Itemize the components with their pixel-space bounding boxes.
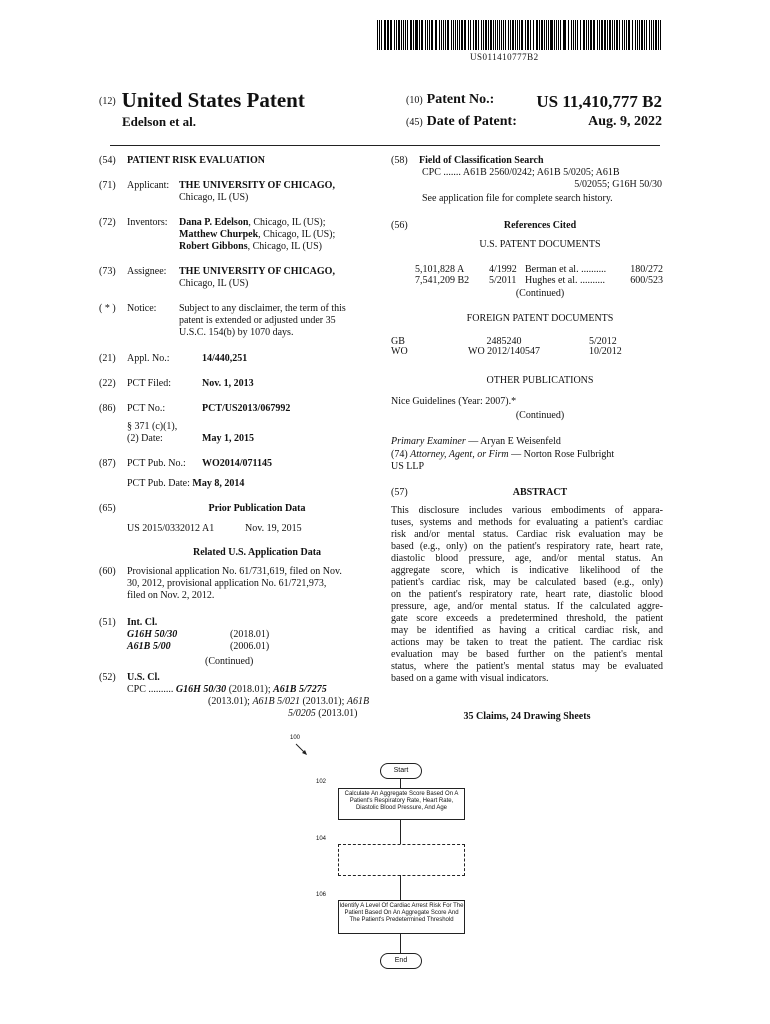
field-56: (56) [391, 220, 408, 231]
abstract-line: This disclosure includes various embodiments of appara- [391, 505, 663, 516]
foreign-ref-0: GB 2485240 5/2012 [391, 336, 617, 347]
step-box-1: Calculate An Aggregate Score Based On A Patient's Respiratory Rate, Heart Rate, Diastolic Blood Pressure, And Age [338, 788, 465, 820]
abstract-line: patient's cardiac risk, may be calculated based (e.g., only) [391, 577, 663, 588]
other-pubs-continued: (Continued) [515, 410, 565, 421]
patent-no-label: Patent No.: [426, 92, 495, 107]
code-45: (45) [406, 117, 423, 128]
field-60-line-3: filed on Nov. 2, 2012. [127, 590, 215, 601]
field-65: (65) [99, 503, 116, 514]
primary-examiner: Primary Examiner — Aryan E Weisenfeld [391, 436, 561, 447]
field-57: (57) [391, 487, 408, 498]
notice-line-3: U.S.C. 154(b) by 1070 days. [179, 327, 294, 338]
section-371-date: (2) Date: May 1, 2015 [127, 433, 254, 444]
date-label: Date of Patent: [426, 114, 517, 129]
notice-line-2: patent is extended or adjusted under 35 [179, 315, 336, 326]
int-cl-continued: (Continued) [205, 656, 254, 667]
arrow-4 [400, 933, 401, 953]
start-terminal: Start [380, 763, 422, 779]
references-title: References Cited [503, 220, 577, 231]
flowchart [240, 735, 540, 1020]
step-label-106: 106 [316, 892, 327, 898]
abstract-line: gate score exceeds a predetermined threshold, the patient [391, 613, 663, 624]
field-58-line-3: See application file for complete search history. [422, 193, 613, 204]
inventors-short: Edelson et al. [122, 114, 197, 129]
figure-ref: 100 [290, 735, 301, 741]
pct-pub-no: WO2014/071145 [202, 458, 273, 469]
arrow-1 [400, 778, 401, 788]
pct-pub-date: PCT Pub. Date: May 8, 2014 [127, 478, 245, 489]
abstract-line: based on a game with visual indicators. [391, 673, 549, 684]
field-86: (86) PCT No.: PCT/US2013/067992 [99, 403, 291, 414]
end-terminal: End [380, 953, 422, 969]
foreign-ref-1: WO WO 2012/140547 10/2012 [391, 346, 622, 357]
field-73: (73) Assignee: THE UNIVERSITY OF CHICAGO, [99, 266, 335, 277]
field-22: (22) PCT Filed: Nov. 1, 2013 [99, 378, 254, 389]
abstract-line: status, where the patient's mental status may be evaluated [391, 661, 663, 672]
notice: ( * ) Notice: Subject to any disclaimer, the term of this [99, 303, 346, 314]
abstract-line: risk and/or mental status. Cardiac risk evaluation may be [391, 529, 663, 540]
figure-ref-arrow [295, 743, 309, 757]
other-pub-0: Nice Guidelines (Year: 2007).* [391, 396, 517, 407]
header-divider [110, 145, 660, 146]
field-58-line-1: CPC ....... A61B 2560/0242; A61B 5/0205; A61B [422, 167, 620, 178]
field-71: (71) Applicant: THE UNIVERSITY OF CHICAGO, [99, 180, 335, 191]
abstract-line: based (e.g., only) on the patient's respiratory rate, heart rate, [391, 541, 663, 552]
int-cl-1: G16H 50/30 (2018.01) [127, 629, 270, 640]
field-54: (54) PATIENT RISK EVALUATION [99, 155, 265, 166]
abstract-line: pressure, age, and/or mental status. If the calculated aggre- [391, 601, 663, 612]
inventor-2: Matthew Churpek, Chicago, IL (US); [179, 229, 336, 240]
assignee-location: Chicago, IL (US) [179, 278, 249, 289]
arrow-3 [400, 875, 401, 900]
pct-filed: Nov. 1, 2013 [202, 378, 254, 389]
abstract-line: actions may be taken to treat the patient. The cardiac risk [391, 637, 663, 648]
date-of-patent [406, 114, 662, 130]
pct-no: PCT/US2013/067992 [202, 403, 291, 414]
assignee-name: THE UNIVERSITY OF CHICAGO, [179, 266, 335, 277]
field-74: (74) Attorney, Agent, or Firm — Norton Rose Fulbright [391, 449, 615, 460]
abstract-line: may be identified as having a critical cardiac risk, and [391, 625, 663, 636]
other-pubs-title: OTHER PUBLICATIONS [486, 375, 594, 386]
field-52: (52) U.S. Cl. [99, 672, 160, 683]
abstract-line: evaluation may be based further on the patient's mental [391, 649, 663, 660]
prior-pub-row: US 2015/0332012 A1 Nov. 19, 2015 [127, 523, 302, 534]
appl-no: 14/440,251 [202, 353, 248, 364]
us-ref-1: 7,541,209 B2 5/2011 Hughes et al. .......... 600/523 [415, 275, 663, 286]
section-371: § 371 (c)(1), [127, 421, 178, 432]
refs-continued: (Continued) [515, 288, 565, 299]
related-app-title: Related U.S. Application Data [192, 547, 322, 558]
step-label-104: 104 [316, 836, 327, 842]
date-value: Aug. 9, 2022 [588, 114, 662, 129]
claims-count: 35 Claims, 24 Drawing Sheets [463, 711, 591, 722]
field-60: (60) Provisional application No. 61/731,619, filed on Nov. [99, 566, 342, 577]
arrow-2 [400, 819, 401, 844]
abstract-line: diastolic blood pressure, age, and/or mental status. An [391, 553, 663, 564]
abstract-title: ABSTRACT [512, 487, 568, 498]
code-12: (12) [99, 96, 116, 107]
applicant-name: THE UNIVERSITY OF CHICAGO, [179, 180, 335, 191]
barcode [377, 20, 663, 50]
abstract-line: tuses, systems and methods for evaluating a patient's cardiac [391, 517, 663, 528]
us-patent-docs-title: U.S. PATENT DOCUMENTS [479, 239, 601, 250]
field-87: (87) PCT Pub. No.: WO2014/071145 [99, 458, 273, 469]
int-cl-2: A61B 5/00 (2006.01) [127, 641, 270, 652]
field-72: (72) Inventors: Dana P. Edelson, Chicago, IL (US); [99, 217, 326, 228]
field-58-line-2: 5/02055; G16H 50/30 [574, 179, 662, 190]
applicant-location: Chicago, IL (US) [179, 192, 249, 203]
field-60-line-2: 30, 2012, provisional application No. 61/721,973, [127, 578, 327, 589]
attorney-firm-line-2: US LLP [391, 461, 425, 472]
patent-number [406, 92, 662, 111]
step-box-2-dashed [338, 844, 465, 876]
abstract-line: aggregate score, which is indicative likelihood of the [391, 565, 663, 576]
invention-title: PATIENT RISK EVALUATION [127, 155, 265, 166]
prior-pub-title: Prior Publication Data [208, 503, 306, 514]
foreign-docs-title: FOREIGN PATENT DOCUMENTS [466, 313, 614, 324]
us-cl-line-2: (2013.01); A61B 5/021 (2013.01); A61B [208, 696, 370, 707]
title-text: United States Patent [121, 88, 305, 112]
patent-no-value: US 11,410,777 B2 [536, 92, 662, 111]
us-ref-0: 5,101,828 A 4/1992 Berman et al. .......... 180/272 [415, 264, 663, 275]
abstract-line: on the patient's respiratory rate, heart rate, diastolic blood [391, 589, 663, 600]
field-58: (58) Field of Classification Search [391, 155, 544, 166]
abstract-body [391, 505, 663, 685]
step-label-102: 102 [316, 779, 327, 785]
barcode-number: US011410777B2 [470, 52, 539, 62]
code-10: (10) [406, 95, 423, 106]
field-21: (21) Appl. No.: 14/440,251 [99, 353, 248, 364]
us-cl-line-1: CPC .......... G16H 50/30 (2018.01); A61B 5/7275 [127, 684, 327, 695]
us-cl-line-3: 5/0205 (2013.01) [288, 708, 358, 719]
inventor-3: Robert Gibbons, Chicago, IL (US) [179, 241, 322, 252]
field-51: (51) Int. Cl. [99, 617, 158, 628]
patent-type-title [99, 88, 305, 113]
step-box-3: Identify A Level Of Cardiac Arrest Risk For The Patient Based On An Aggregate Score And The Patient's Predetermined Threshold [338, 900, 465, 934]
